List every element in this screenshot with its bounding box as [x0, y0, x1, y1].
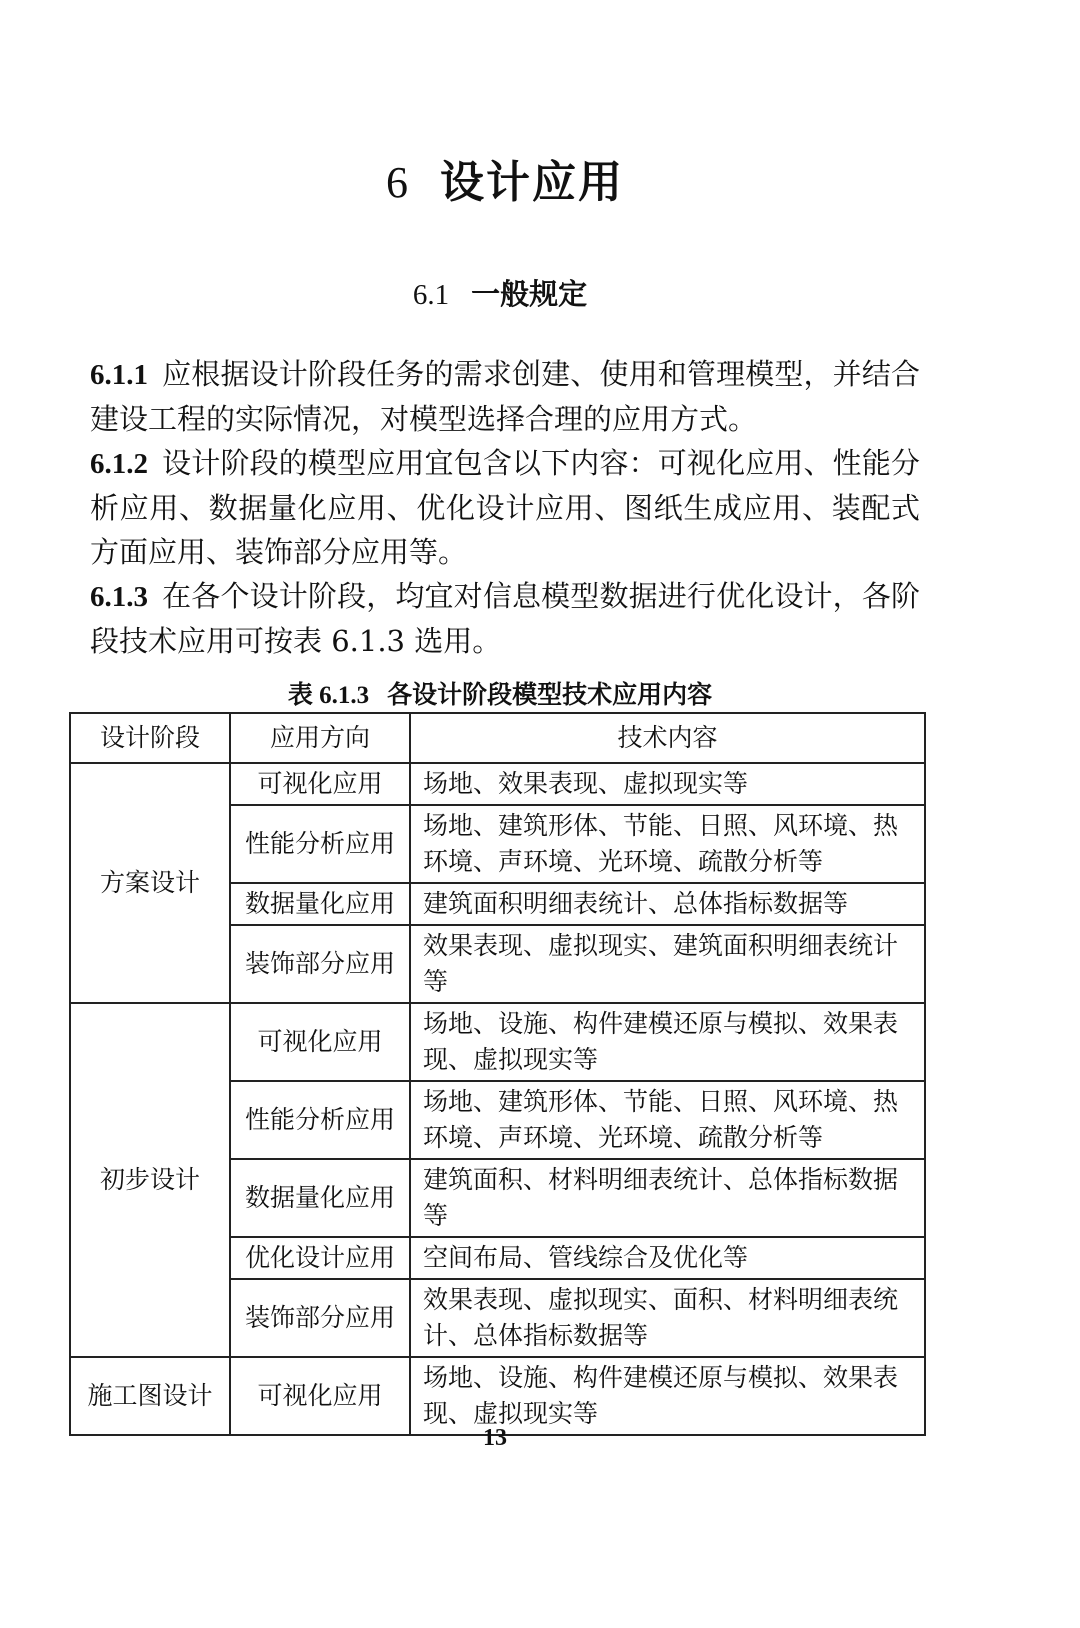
table-row: [70, 1003, 925, 1081]
direction-cell: 数据量化应用: [230, 883, 410, 925]
direction-cell: 装饰部分应用: [230, 925, 410, 1003]
clause-list: [90, 352, 920, 663]
content-cell: 场地、设施、构件建模还原与模拟、效果表现、虚拟现实等: [410, 1003, 925, 1081]
header-content: 技术内容: [410, 713, 925, 763]
design-stage-table: [69, 712, 926, 1436]
content-cell: 场地、建筑形体、节能、日照、风环境、热环境、声环境、光环境、疏散分析等: [410, 1081, 925, 1159]
clause-text: 在各个设计阶段，均宜对信息模型数据进行优化设计，各阶段技术应用可按表 6.1.3 选用。: [90, 579, 920, 658]
section-title: [0, 272, 1000, 313]
content-cell: 效果表现、虚拟现实、建筑面积明细表统计等: [410, 925, 925, 1003]
direction-cell: 优化设计应用: [230, 1237, 410, 1279]
content-cell: 场地、效果表现、虚拟现实等: [410, 763, 925, 805]
table-row: [70, 1357, 925, 1435]
direction-cell: 可视化应用: [230, 763, 410, 805]
clause-6-1-1: [90, 352, 920, 441]
clause-number: 6.1.3: [90, 581, 148, 613]
clause-text: 设计阶段的模型应用宜包含以下内容：可视化应用、性能分析应用、数据量化应用、优化设计应用、图纸生成应用、装配式方面应用、装饰部分应用等。: [90, 446, 920, 569]
header-direction: 应用方向: [230, 713, 410, 763]
clause-text: 应根据设计阶段任务的需求创建、使用和管理模型，并结合建设工程的实际情况，对模型选择合理的应用方式。: [90, 357, 920, 436]
content-cell: 建筑面积、材料明细表统计、总体指标数据等: [410, 1159, 925, 1237]
direction-cell: 数据量化应用: [230, 1159, 410, 1237]
table-caption-title: 各设计阶段模型技术应用内容: [387, 680, 713, 709]
stage-cell: 方案设计: [70, 763, 230, 1003]
clause-number: 6.1.2: [90, 448, 148, 480]
clause-6-1-3: [90, 574, 920, 663]
table-caption-number: 表 6.1.3: [287, 682, 370, 709]
header-stage: 设计阶段: [70, 713, 230, 763]
stage-cell: 施工图设计: [70, 1357, 230, 1435]
content-cell: 空间布局、管线综合及优化等: [410, 1237, 925, 1279]
stage-cell: 初步设计: [70, 1003, 230, 1357]
table-caption: [0, 675, 1000, 711]
section-title-text: 一般规定: [471, 277, 588, 311]
direction-cell: 性能分析应用: [230, 1081, 410, 1159]
page-number: 13: [483, 1425, 507, 1451]
content-cell: 建筑面积明细表统计、总体指标数据等: [410, 883, 925, 925]
clause-6-1-2: [90, 441, 920, 574]
direction-cell: 可视化应用: [230, 1003, 410, 1081]
direction-cell: 可视化应用: [230, 1357, 410, 1435]
direction-cell: 性能分析应用: [230, 805, 410, 883]
content-cell: 场地、设施、构件建模还原与模拟、效果表现、虚拟现实等: [410, 1357, 925, 1435]
content-cell: 场地、建筑形体、节能、日照、风环境、热环境、声环境、光环境、疏散分析等: [410, 805, 925, 883]
table-header-row: [70, 713, 925, 763]
section-number: 6.1: [412, 279, 450, 311]
chapter-title: [0, 146, 1010, 210]
chapter-title-text: 设计应用: [440, 157, 624, 208]
clause-number: 6.1.1: [90, 359, 148, 391]
direction-cell: 装饰部分应用: [230, 1279, 410, 1357]
content-cell: 效果表现、虚拟现实、面积、材料明细表统计、总体指标数据等: [410, 1279, 925, 1357]
chapter-number: 6: [386, 158, 410, 207]
table-row: [70, 763, 925, 805]
